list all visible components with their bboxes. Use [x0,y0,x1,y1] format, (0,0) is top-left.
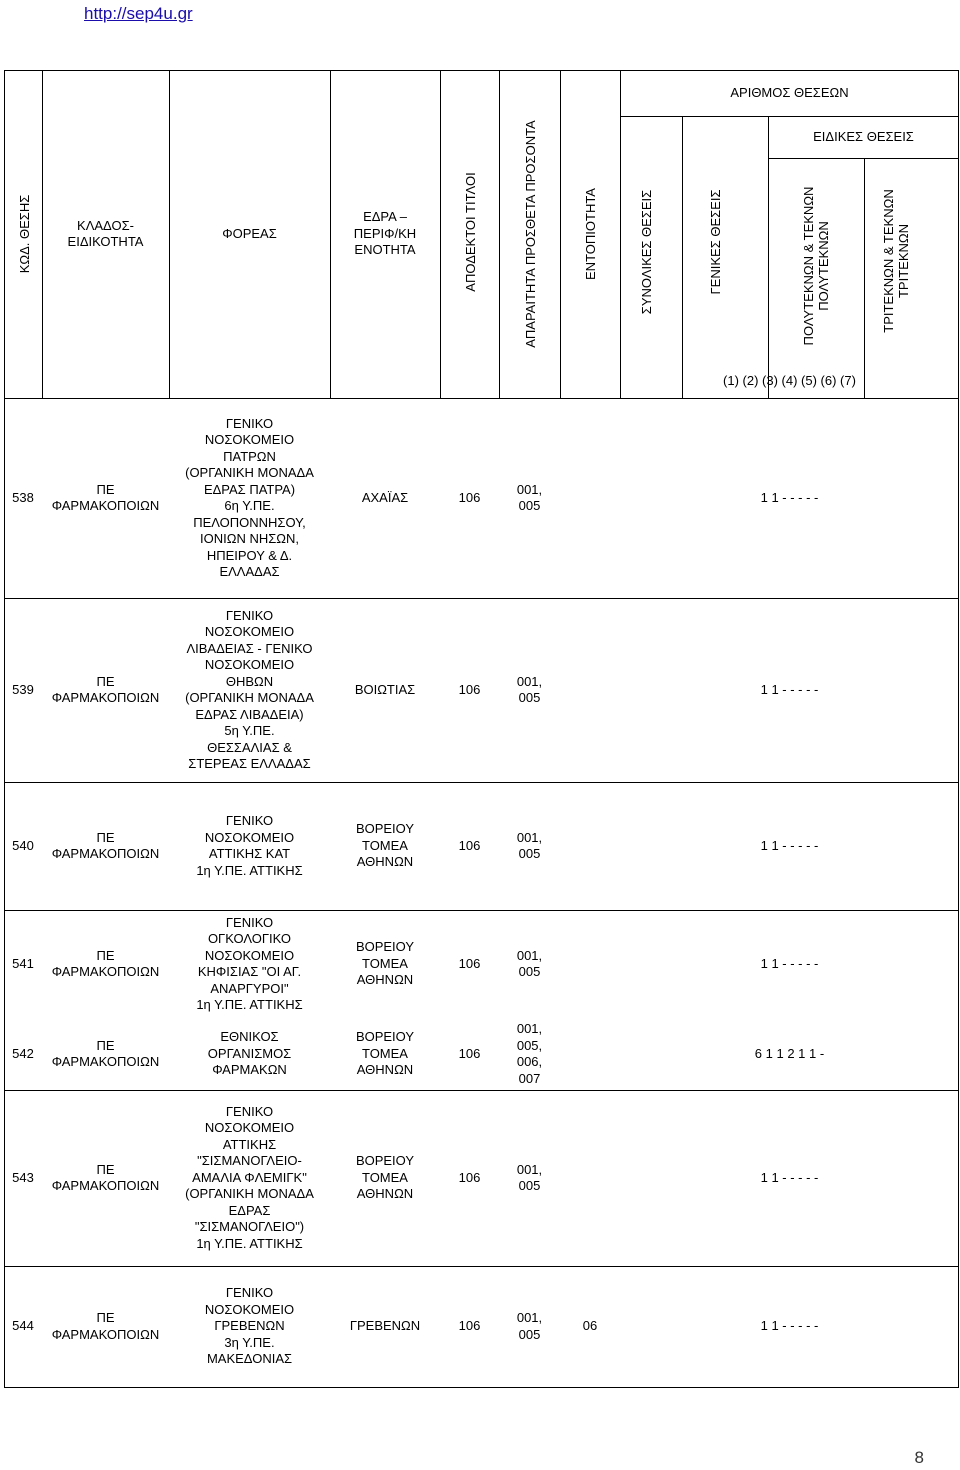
cell-titloi: 106 [458,1318,481,1334]
col-divider [682,116,683,398]
cell-kod: 539 [12,681,34,697]
cell-entopiotita [560,1090,620,1266]
cell-edra: ΒΟΡΕΙΟΥ ΤΟΜΕΑ ΑΘΗΝΩΝ [355,1153,415,1202]
cell-edra: ΒΟΙΩΤΙΑΣ [354,681,416,697]
cell-klados: ΠΕ ΦΑΡΜΑΚΟΠΟΙΩΝ [51,1161,160,1193]
cell-edra: ΒΟΡΕΙΟΥ ΤΟΜΕΑ ΑΘΗΝΩΝ [355,939,415,988]
cell-thesis-counts: 1 1 - - - - - [760,1318,819,1334]
cell-thesis-counts: 1 1 - - - - - [760,1169,819,1185]
cell-apaitita: 001, 005 [516,673,543,705]
header-link[interactable]: http://sep4u.gr [84,4,193,23]
cell-klados: ΠΕ ΦΑΡΜΑΚΟΠΟΙΩΝ [51,1310,160,1342]
cell-foreas: ΓΕΝΙΚΟ ΝΟΣΟΚΟΜΕΙΟ ΑΤΤΙΚΗΣ "ΣΙΣΜΑΝΟΓΛΕΙΟ- ΑΜΑΛΙΑ ΦΛΕΜΙΓΚ" (ΟΡΓΑΝΙΚΗ ΜΟΝΑΔΑ ΕΔΡΑΣ "ΣΙΣΜΑΝΟΓΛΕΙΟ") 1η Υ.ΠΕ. ΑΤΤΙΚΗΣ [185,1103,314,1251]
header-kod: ΚΩΔ. ΘΕΣΗΣ [16,194,32,274]
cell-foreas: ΓΕΝΙΚΟ ΝΟΣΟΚΟΜΕΙΟ ΑΤΤΙΚΗΣ ΚΑΤ 1η Υ.ΠΕ. ΑΤΤΙΚΗΣ [196,813,303,878]
cell-titloi: 106 [458,489,481,505]
cell-kod: 544 [12,1318,34,1334]
header-klados: ΚΛΑΔΟΣ- ΕΙΔΙΚΟΤΗΤΑ [67,217,144,249]
cell-kod: 541 [12,955,34,971]
cell-entopiotita [560,398,620,598]
cell-klados: ΠΕ ΦΑΡΜΑΚΟΠΟΙΩΝ [51,947,160,979]
cell-thesis-counts: 1 1 - - - - - [760,837,819,853]
cell-entopiotita [560,910,620,1018]
cell-kod: 543 [12,1169,34,1185]
cell-entopiotita: 06 [582,1318,598,1334]
cell-thesis-counts: 6 1 1 2 1 1 - [754,1045,825,1061]
header-genikes: ΓΕΝΙΚΕΣ ΘΕΣΕΙΣ [707,189,723,295]
cell-titloi: 106 [458,955,481,971]
cell-kod: 542 [12,1045,34,1061]
cell-apaitita: 001, 005, 006, 007 [516,1021,543,1086]
header-apaitita: ΑΠΑΡΑΙΤΗΤΑ ΠΡΟΣΘΕΤΑ ΠΡΟΣΟΝΤΑ [522,120,538,348]
cell-klados: ΠΕ ΦΑΡΜΑΚΟΠΟΙΩΝ [51,829,160,861]
header-eidikes: ΕΙΔΙΚΕΣ ΘΕΣΕΙΣ [813,128,914,144]
cell-foreas: ΓΕΝΙΚΟ ΝΟΣΟΚΟΜΕΙΟ ΛΙΒΑΔΕΙΑΣ - ΓΕΝΙΚΟ ΝΟΣΟΚΟΜΕΙΟ ΘΗΒΩΝ (ΟΡΓΑΝΙΚΗ ΜΟΝΑΔΑ ΕΔΡΑΣ ΛΙΒΑΔΕΙΑ) 5η Υ.ΠΕ. ΘΕΣΣΑΛΙΑΣ & ΣΤΕΡΕΑΣ ΕΛΛΑΔΑΣ [185,607,314,771]
page-number: 8 [914,1448,924,1467]
cell-kod: 538 [12,489,34,505]
header-triteknon: ΤΡΙΤΕΚΝΩΝ & ΤΕΚΝΩΝ ΤΡΙΤΕΚΝΩΝ [881,189,911,333]
cell-klados: ΠΕ ΦΑΡΜΑΚΟΠΟΙΩΝ [51,1037,160,1069]
cell-edra: ΒΟΡΕΙΟΥ ΤΟΜΕΑ ΑΘΗΝΩΝ [355,821,415,870]
cell-thesis-counts: 1 1 - - - - - [760,681,819,697]
col-divider [499,70,500,398]
cell-apaitita: 001, 005 [516,1161,543,1193]
col-divider [440,70,441,398]
positions-table [4,70,959,1388]
cell-titloi: 106 [458,1045,481,1061]
header-foreas: ΦΟΡΕΑΣ [222,225,277,241]
cell-edra: ΑΧΑΪΑΣ [361,489,409,505]
cell-titloi: 106 [458,681,481,697]
col-divider [768,116,769,398]
header-column-numbers: (1) (2) (3) (4) (5) (6) (7) [723,372,856,388]
header-polyteknon: ΠΟΛΥΤΕΚΝΩΝ & ΤΕΚΝΩΝ ΠΟΛΥΤΕΚΝΩΝ [801,186,831,346]
header-titloi: ΑΠΟΔΕΚΤΟΙ ΤΙΤΛΟΙ [462,172,478,292]
cell-foreas: ΓΕΝΙΚΟ ΟΓΚΟΛΟΓΙΚΟ ΝΟΣΟΚΟΜΕΙΟ ΚΗΦΙΣΙΑΣ "ΟΙ ΑΓ. ΑΝΑΡΓΥΡΟΙ" 1η Υ.ΠΕ. ΑΤΤΙΚΗΣ [196,914,303,1012]
header-arithmos: ΑΡΙΘΜΟΣ ΘΕΣΕΩΝ [730,84,849,100]
cell-klados: ΠΕ ΦΑΡΜΑΚΟΠΟΙΩΝ [51,481,160,513]
cell-foreas: ΓΕΝΙΚΟ ΝΟΣΟΚΟΜΕΙΟ ΠΑΤΡΩΝ (ΟΡΓΑΝΙΚΗ ΜΟΝΑΔΑ ΕΔΡΑΣ ΠΑΤΡΑ) 6η Υ.ΠΕ. ΠΕΛΟΠΟΝΝΗΣΟΥ, ΙΟΝΙΩΝ ΝΗΣΩΝ, ΗΠΕΙΡΟΥ & Δ. ΕΛΛΑΔΑΣ [185,415,314,579]
cell-apaitita: 001, 005 [516,947,543,979]
cell-entopiotita [560,782,620,910]
header-edra: ΕΔΡΑ – ΠΕΡΙΦ/ΚΗ ΕΝΟΤΗΤΑ [353,209,417,258]
cell-thesis-counts: 1 1 - - - - - [760,489,819,505]
col-divider [620,70,621,398]
cell-klados: ΠΕ ΦΑΡΜΑΚΟΠΟΙΩΝ [51,673,160,705]
cell-edra: ΓΡΕΒΕΝΩΝ [349,1318,421,1334]
cell-titloi: 106 [458,1169,481,1185]
cell-apaitita: 001, 005 [516,1310,543,1342]
cell-titloi: 106 [458,837,481,853]
cell-apaitita: 001, 005 [516,829,543,861]
cell-foreas: ΕΘΝΙΚΟΣ ΟΡΓΑΝΙΣΜΟΣ ΦΑΡΜΑΚΩΝ [207,1029,292,1078]
cell-edra: ΒΟΡΕΙΟΥ ΤΟΜΕΑ ΑΘΗΝΩΝ [355,1029,415,1078]
cell-thesis-counts: 1 1 - - - - - [760,955,819,971]
cell-apaitita: 001, 005 [516,481,543,513]
cell-kod: 540 [12,837,34,853]
border-bottom [4,1387,959,1388]
col-divider [864,158,865,398]
cell-foreas: ΓΕΝΙΚΟ ΝΟΣΟΚΟΜΕΙΟ ΓΡΕΒΕΝΩΝ 3η Υ.ΠΕ. ΜΑΚΕΔΟΝΙΑΣ [204,1285,295,1367]
header-entopiotita: ΕΝΤΟΠΙΟΤΗΤΑ [582,188,598,280]
header-synolikes: ΣΥΝΟΛΙΚΕΣ ΘΕΣΕΙΣ [638,189,654,315]
col-divider [560,70,561,398]
cell-entopiotita [560,598,620,782]
cell-entopiotita [560,1018,620,1090]
